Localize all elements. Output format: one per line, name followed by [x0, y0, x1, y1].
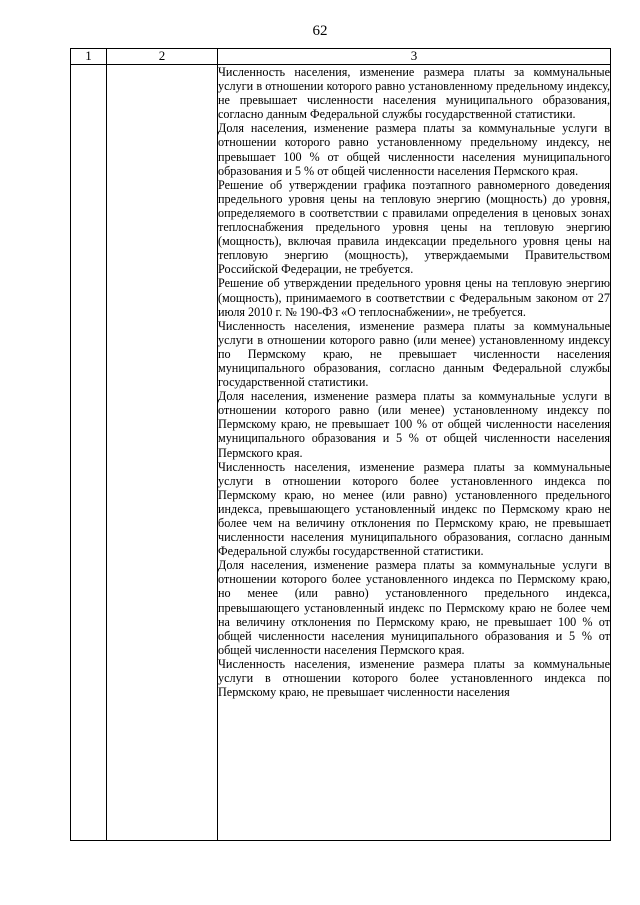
- paragraph-3: Решение об утверждении графика поэтапного равномерного доведения предельного уровня цены на тепловую энергию (мощность) до уровня, определяемого в соответствии с правилами определения в ценовых зонах теплоснабжения предельного уровня цены на тепловую энергию (мощность), включая правила индексации предельного уровня цены на тепловую энергию (мощность), утверждаемыми Правительством Российской Федерации, не требуется.: [218, 177, 610, 277]
- column-2-cell: [107, 65, 218, 841]
- column-1-cell: [71, 65, 107, 841]
- paragraph-4: Решение об утверждении предельного уровня цены на тепловую энергию (мощность), принимаемого в соответствии с Федеральным законом от 27 июля 2010 г. № 190-ФЗ «О теплоснабжении», не требуется.: [218, 276, 610, 319]
- paragraph-7: Численность населения, изменение размера платы за коммунальные услуги в отношении которого более установленного индекса по Пермскому краю, но менее (или равно) установленного предельного индекса, превышающего установленный индекс по Пермскому краю не более чем на величину отклонения по Пермскому краю, не превышает численности населения муниципального образования, согласно данным Федеральной службы государственной статистики.: [218, 459, 610, 559]
- page-number: 62: [312, 23, 328, 39]
- document-table: [70, 48, 611, 841]
- paragraph-9: Численность населения, изменение размера платы за коммунальные услуги в отношении которого более установленного индекса по Пермскому краю, не превышает численности населения: [218, 656, 610, 700]
- paragraph-1: Численность населения, изменение размера платы за коммунальные услуги в отношении которого равно установленному предельному индексу, не превышает численности населения муниципального образования, согласно данным Федеральной службы государственной статистики.: [218, 65, 610, 122]
- paragraph-5: Численность населения, изменение размера платы за коммунальные услуги в отношении которого равно (или менее) установленному индексу по Пермскому краю, не превышает численности населения муниципального образования, согласно данным Федеральной службы государственной статистики.: [218, 318, 610, 390]
- paragraph-2: Доля населения, изменение размера платы за коммунальные услуги в отношении которого равно установленному предельному индексу, не превышает 100 % от общей численности населения муниципального образования и 5 % от общей численности населения Пермского края.: [218, 121, 610, 178]
- column-header-2: 2: [107, 49, 218, 65]
- table-header-row: [71, 49, 611, 65]
- paragraph-6: Доля населения, изменение размера платы за коммунальные услуги в отношении которого равно (или менее) установленному индексу по Пермскому краю, не превышает 100 % от общей численности населения муниципального образования и 5 % от общей численности населения Пермского края.: [218, 389, 610, 460]
- column-header-3: 3: [218, 49, 611, 65]
- table-row: [71, 65, 611, 841]
- column-3-cell: [218, 65, 611, 841]
- column-header-1: 1: [71, 49, 107, 65]
- paragraph-8: Доля населения, изменение размера платы за коммунальные услуги в отношении которого более установленного индекса по Пермскому краю, но менее (или равно) установленного предельного индекса, превышающего установленный индекс по Пермскому краю не более чем на величину отклонения по Пермскому краю, не превышает 100 % от общей численности населения муниципального образования и 5 % от общей численности населения Пермского края.: [218, 558, 610, 657]
